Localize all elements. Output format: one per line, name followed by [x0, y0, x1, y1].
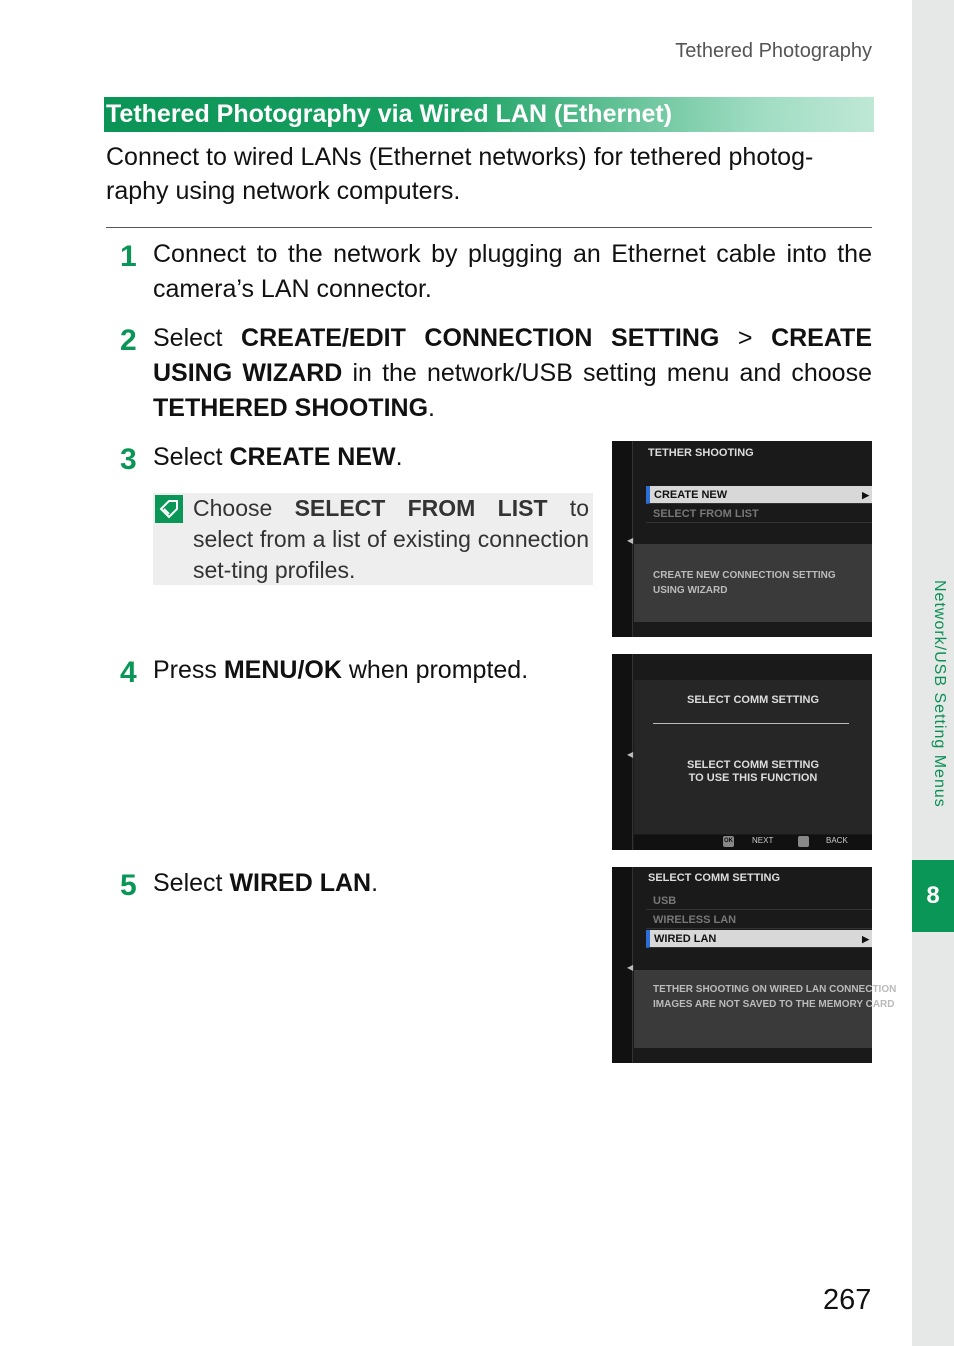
running-header: Tethered Photography: [675, 40, 872, 62]
menu-item-create-new[interactable]: CREATE NEW ▶: [646, 486, 872, 504]
back-label[interactable]: BACK: [826, 836, 848, 845]
tip-icon: [155, 495, 183, 523]
side-tab-label: Network/USB Setting Menus: [931, 580, 948, 808]
dialog-message: SELECT COMM SETTING TO USE THIS FUNCTION: [687, 759, 819, 784]
left-arrow-icon: ◀: [627, 536, 634, 545]
left-arrow-icon: ◀: [627, 963, 634, 972]
camera-screen-tether-shooting: [612, 441, 872, 637]
step-text: Select WIRED LAN.: [153, 869, 379, 897]
step-number: 4: [120, 656, 137, 689]
divider: [106, 227, 872, 228]
dialog-title: SELECT COMM SETTING: [687, 694, 819, 706]
step-text: Press MENU/OK when prompted.: [153, 656, 529, 684]
page-number: 267: [823, 1284, 872, 1316]
side-tab: [912, 0, 954, 1346]
chevron-right-icon: ▶: [862, 490, 869, 500]
screen-title: SELECT COMM SETTING: [648, 872, 780, 884]
step-number: 2: [120, 324, 137, 357]
ok-button-icon: OK: [723, 836, 734, 847]
step-text: Select CREATE/EDIT CONNECTION SETTING > CREATE USING WIZARD in the network/USB setting menu and choose TETHERED SHOOTING.: [153, 324, 872, 422]
section-title: Tethered Photography via Wired LAN (Ethernet): [104, 97, 874, 132]
step-number: 1: [120, 240, 137, 273]
menu-item-usb[interactable]: USB: [646, 892, 872, 910]
tip-note: [153, 493, 593, 585]
chapter-number: 8: [912, 860, 954, 932]
description-line-2: USING WIZARD: [653, 585, 728, 596]
menu-item-wired-lan[interactable]: WIRED LAN ▶: [646, 930, 872, 948]
next-label[interactable]: NEXT: [752, 836, 774, 845]
step-text: Connect to the network by plugging an Ethernet cable into the camera’s LAN connector.: [153, 240, 872, 303]
chevron-right-icon: ▶: [862, 934, 869, 944]
dialog-divider: [653, 723, 849, 724]
back-button-icon: [798, 836, 809, 847]
step-text: Select CREATE NEW.: [153, 443, 403, 471]
left-arrow-icon: ◀: [627, 750, 634, 759]
description-line-1: CREATE NEW CONNECTION SETTING: [653, 570, 836, 581]
screen-title: TETHER SHOOTING: [648, 447, 754, 459]
tip-text: Choose SELECT FROM LIST to select from a list of existing connection set-ting profiles.: [193, 495, 589, 583]
description-line-2: IMAGES ARE NOT SAVED TO THE MEMORY CARD: [653, 999, 895, 1010]
camera-screen-select-comm-prompt: [612, 654, 872, 850]
step-number: 3: [120, 443, 137, 476]
step-number: 5: [120, 869, 137, 902]
description-line-1: TETHER SHOOTING ON WIRED LAN CONNECTION: [653, 984, 897, 995]
menu-item-select-from-list[interactable]: SELECT FROM LIST: [646, 505, 872, 523]
intro-paragraph: Connect to wired LANs (Ethernet networks) for tethered photog-raphy using network computers.: [106, 143, 814, 205]
menu-item-wireless-lan[interactable]: WIRELESS LAN: [646, 911, 872, 929]
camera-screen-select-comm-setting: [612, 867, 897, 1063]
